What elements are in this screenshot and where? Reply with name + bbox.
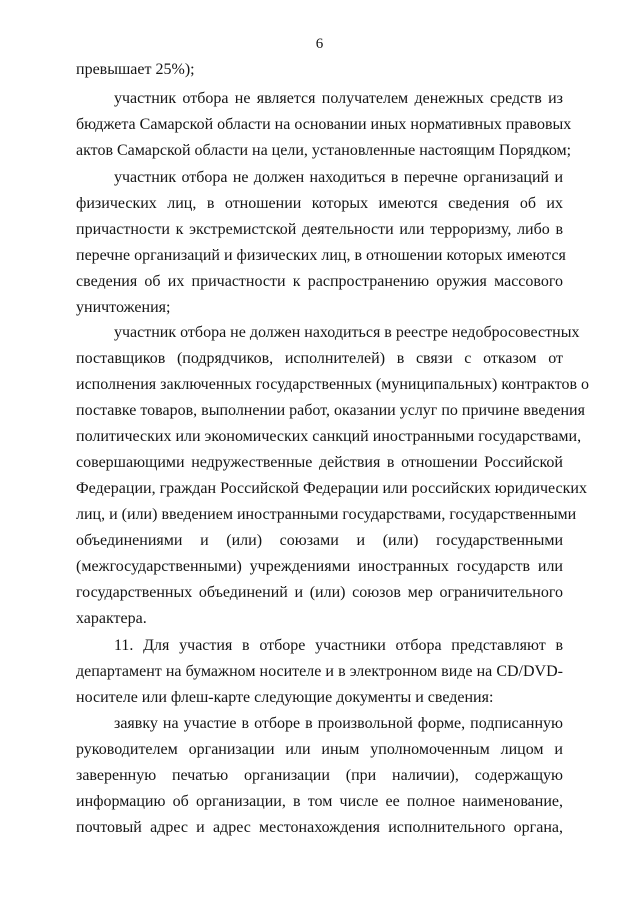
text-line: носителе или флеш-карте следующие документы и сведения: bbox=[76, 689, 494, 706]
text-line: лиц, и (или) введением иностранными государствами, государственными bbox=[76, 506, 577, 523]
text-line: совершающими недружественные действия в отношении Российской bbox=[76, 454, 563, 471]
text-line: причастности к экстремистской деятельности или терроризму, либо в bbox=[76, 221, 563, 238]
text-line: Федерации, граждан Российской Федерации или российских юридических bbox=[76, 480, 587, 497]
text-line: государственных объединений и (или) союзов мер ограничительного bbox=[76, 584, 563, 601]
text-line: заявку на участие в отборе в произвольной форме, подписанную bbox=[114, 715, 563, 732]
text-line: сведения об их причастности к распространению оружия массового bbox=[76, 273, 563, 290]
text-line: участник отбора не должен находиться в реестре недобросовестных bbox=[114, 324, 580, 341]
text-line: 11. Для участия в отборе участники отбора представляют в bbox=[114, 637, 563, 654]
paragraph-continuation bbox=[76, 57, 563, 83]
text-line: почтовый адрес и адрес местонахождения исполнительного органа, bbox=[76, 819, 563, 836]
text-line: актов Самарской области на цели, установленные настоящим Порядком; bbox=[76, 142, 572, 159]
paragraph-extremism-list bbox=[76, 165, 566, 321]
text-line: бюджета Самарской области на основании иных нормативных правовых bbox=[76, 116, 572, 133]
text-line: департамент на бумажном носителе и в электронном виде на CD/DVD- bbox=[76, 663, 563, 680]
text-line: объединениями и (или) союзами и (или) государственными bbox=[76, 532, 563, 549]
text-line: превышает 25%); bbox=[76, 61, 195, 78]
paragraph-budget-funds bbox=[76, 86, 572, 164]
text-line: политических или экономических санкций иностранными государствами, bbox=[76, 428, 582, 445]
paragraph-item-11 bbox=[76, 633, 563, 711]
text-line: поставщиков (подрядчиков, исполнителей) в связи с отказом от bbox=[76, 350, 563, 367]
page-number: 6 bbox=[315, 36, 324, 52]
text-line: участник отбора не должен находиться в перечне организаций и bbox=[114, 169, 563, 186]
paragraph-unfair-suppliers bbox=[76, 320, 590, 632]
text-line: исполнения заключенных государственных (муниципальных) контрактов о bbox=[76, 376, 590, 393]
text-line: (межгосударственными) учреждениями иностранных государств или bbox=[76, 558, 563, 575]
text-line: перечне организаций и физических лиц, в отношении которых имеются bbox=[76, 247, 566, 264]
text-line: заверенную печатью организации (при наличии), содержащую bbox=[76, 767, 563, 784]
text-line: физических лиц, в отношении которых имеются сведения об их bbox=[76, 195, 563, 212]
text-line: информацию об организации, в том числе ее полное наименование, bbox=[76, 793, 563, 810]
text-line: характера. bbox=[76, 610, 147, 627]
text-line: уничтожения; bbox=[76, 299, 171, 316]
text-line: поставке товаров, выполнении работ, оказании услуг по причине введения bbox=[76, 402, 585, 419]
paragraph-application bbox=[76, 711, 563, 841]
text-line: участник отбора не является получателем денежных средств из bbox=[114, 90, 563, 107]
text-line: руководителем организации или иным уполномоченным лицом и bbox=[76, 741, 563, 758]
